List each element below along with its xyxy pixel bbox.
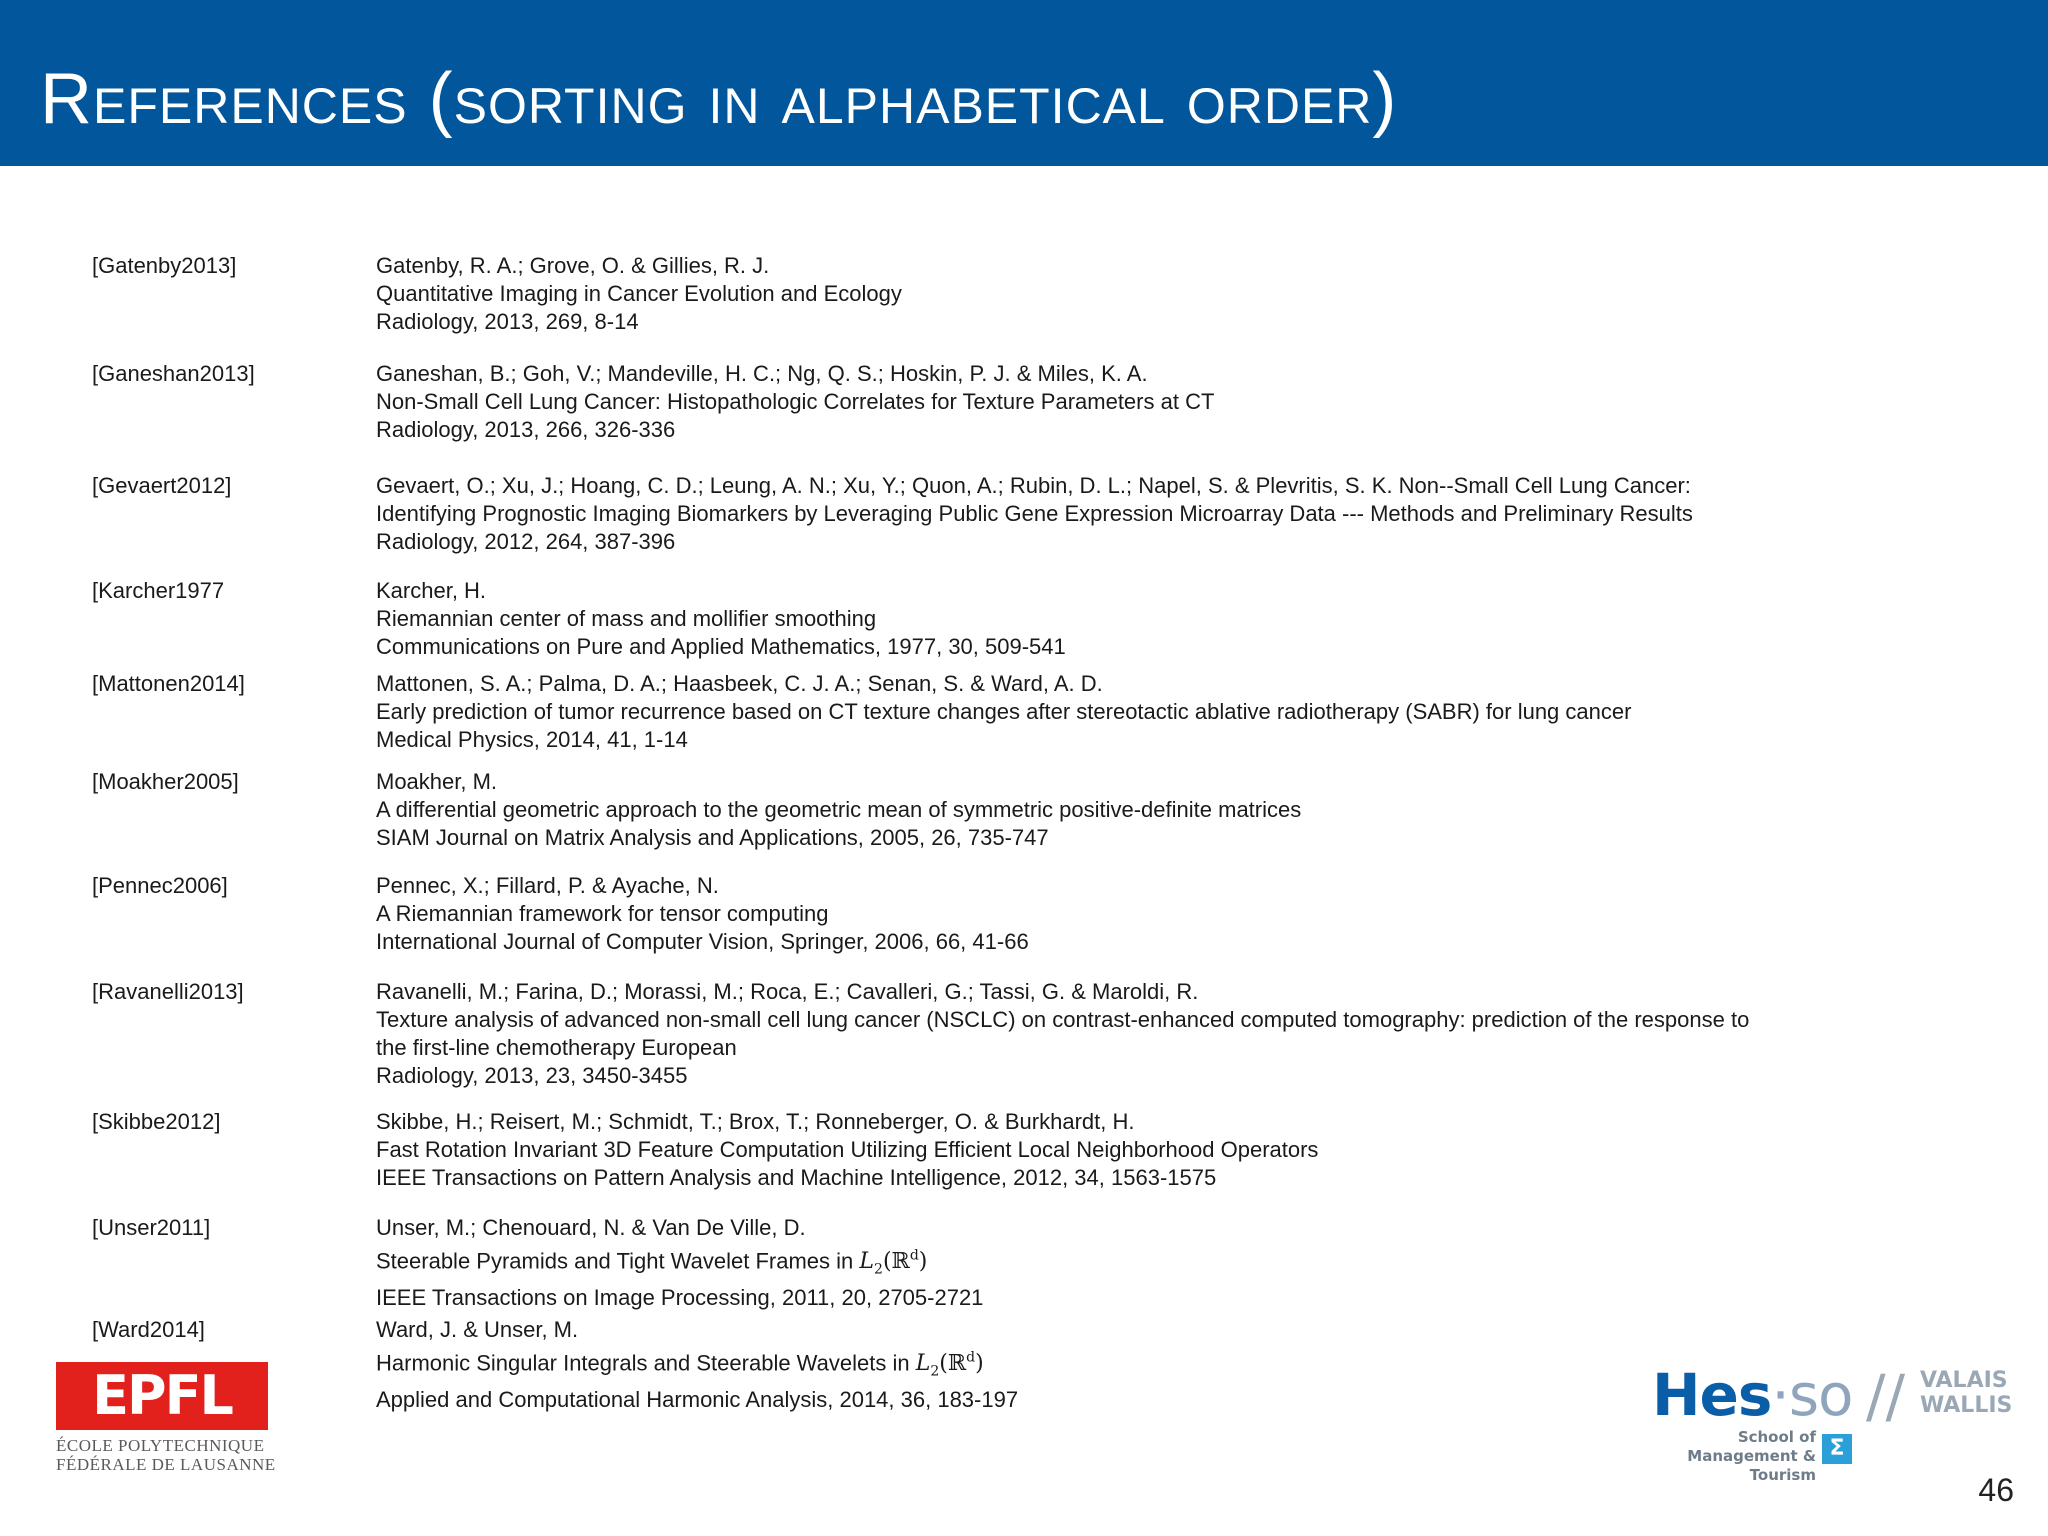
- reference-authors: Ravanelli, M.; Farina, D.; Morassi, M.; Roca, E.; Cavalleri, G.; Tassi, G. & Maroldi, R.: [376, 979, 1199, 1004]
- reference-authors: Gevaert, O.; Xu, J.; Hoang, C. D.; Leung, A. N.; Xu, Y.; Quon, A.; Rubin, D. L.; Napel, S. & Plevritis, S. K. Non--Small Cell Lung Cancer:: [376, 473, 1691, 498]
- reference-key: [Gatenby2013]: [92, 253, 237, 278]
- reference-authors: Pennec, X.; Fillard, P. & Ayache, N.: [376, 873, 719, 898]
- reference-authors: Unser, M.; Chenouard, N. & Van De Ville, D.: [376, 1215, 806, 1240]
- reference-source: Communications on Pure and Applied Mathematics, 1977, 30, 509-541: [376, 634, 1066, 659]
- reference-source: SIAM Journal on Matrix Analysis and Applications, 2005, 26, 735-747: [376, 825, 1049, 850]
- reference-title: Fast Rotation Invariant 3D Feature Computation Utilizing Efficient Local Neighborhood Operators: [376, 1137, 1319, 1162]
- reference-key: [Gevaert2012]: [92, 473, 232, 498]
- reference-source: Radiology, 2013, 23, 3450-3455: [376, 1063, 688, 1088]
- reference-title: Riemannian center of mass and mollifier smoothing: [376, 606, 877, 631]
- reference-key: [Moakher2005]: [92, 769, 239, 794]
- epfl-name-line-1: ÉCOLE POLYTECHNIQUE: [56, 1436, 265, 1455]
- hesso-region: VALAIS WALLIS: [1920, 1368, 2013, 1418]
- reference-key: [Ravanelli2013]: [92, 979, 244, 1004]
- reference-body: [376, 872, 1936, 956]
- reference-title: Texture analysis of advanced non-small cell lung cancer (NSCLC) on contrast-enhanced computed tomography: prediction of the response to: [376, 1007, 1750, 1032]
- hesso-logo: [1620, 1361, 2020, 1484]
- reference-source: Radiology, 2012, 264, 387-396: [376, 529, 676, 554]
- sigma-icon: Σ: [1822, 1434, 1852, 1464]
- reference-authors: Moakher, M.: [376, 769, 498, 794]
- hesso-school-line-1: School of: [1737, 1428, 1816, 1446]
- reference-source: Radiology, 2013, 269, 8-14: [376, 309, 639, 334]
- math-formula: $L_2(ℝ^d)$: [915, 1350, 984, 1380]
- reference-authors: Mattonen, S. A.; Palma, D. A.; Haasbeek, C. J. A.; Senan, S. & Ward, A. D.: [376, 671, 1103, 696]
- reference-key: [Karcher1977: [92, 578, 225, 603]
- hesso-wordmark: Hes·so: [1652, 1361, 1853, 1429]
- reference-body: [376, 360, 1936, 444]
- reference-title: Identifying Prognostic Imaging Biomarkers by Leveraging Public Gene Expression Microarray Data --- Methods and Preliminary Results: [376, 501, 1693, 526]
- reference-key: [Unser2011]: [92, 1215, 211, 1240]
- reference-body: [376, 978, 1936, 1090]
- reference-source: International Journal of Computer Vision, Springer, 2006, 66, 41-66: [376, 929, 1029, 954]
- reference-source: Radiology, 2013, 266, 326-336: [376, 417, 676, 442]
- reference-body: [376, 1214, 1936, 1312]
- hesso-slashes-icon: //: [1866, 1362, 1906, 1430]
- hesso-school-line-2: Management & Tourism: [1687, 1447, 1816, 1484]
- math-formula: $L_2(ℝ^d)$: [859, 1248, 928, 1278]
- hesso-school: [1620, 1428, 1816, 1485]
- reference-title-line: [376, 1242, 1936, 1284]
- reference-title: Harmonic Singular Integrals and Steerable Wavelets in: [376, 1350, 910, 1376]
- reference-body: [376, 577, 1936, 661]
- reference-body: [376, 252, 1936, 336]
- reference-title: Steerable Pyramids and Tight Wavelet Frames in: [376, 1248, 854, 1274]
- reference-authors: Ward, J. & Unser, M.: [376, 1317, 579, 1342]
- reference-authors: Karcher, H.: [376, 578, 487, 603]
- reference-key: [Ward2014]: [92, 1317, 205, 1342]
- page-number: 46: [1978, 1472, 2014, 1508]
- reference-source: Medical Physics, 2014, 41, 1-14: [376, 727, 688, 752]
- reference-key: [Pennec2006]: [92, 873, 228, 898]
- reference-body: [376, 768, 1936, 852]
- reference-body: [376, 670, 1936, 754]
- reference-key: [Mattonen2014]: [92, 671, 245, 696]
- reference-authors: Ganeshan, B.; Goh, V.; Mandeville, H. C.; Ng, Q. S.; Hoskin, P. J. & Miles, K. A.: [376, 361, 1148, 386]
- reference-source: Applied and Computational Harmonic Analysis, 2014, 36, 183-197: [376, 1386, 1019, 1412]
- reference-authors: Gatenby, R. A.; Grove, O. & Gillies, R. J.: [376, 253, 770, 278]
- reference-title: A differential geometric approach to the geometric mean of symmetric positive-definite matrices: [376, 797, 1302, 822]
- title-bar: [0, 0, 2048, 166]
- reference-source: IEEE Transactions on Image Processing, 2011, 20, 2705-2721: [376, 1284, 984, 1310]
- reference-body: [376, 1108, 1936, 1192]
- reference-key: [Skibbe2012]: [92, 1109, 221, 1134]
- reference-title: Quantitative Imaging in Cancer Evolution and Ecology: [376, 281, 902, 306]
- reference-title: Non-Small Cell Lung Cancer: Histopathologic Correlates for Texture Parameters at CT: [376, 389, 1215, 414]
- slide-title: References (sorting in alphabetical order): [40, 59, 1398, 139]
- reference-authors: Skibbe, H.; Reisert, M.; Schmidt, T.; Brox, T.; Ronneberger, O. & Burkhardt, H.: [376, 1109, 1135, 1134]
- reference-source: IEEE Transactions on Pattern Analysis and Machine Intelligence, 2012, 34, 1563-1575: [376, 1165, 1217, 1190]
- reference-body: [376, 472, 1936, 556]
- reference-title: A Riemannian framework for tensor computing: [376, 901, 829, 926]
- reference-title-continued: the first-line chemotherapy European: [376, 1035, 737, 1060]
- reference-title: Early prediction of tumor recurrence based on CT texture changes after stereotactic ablative radiotherapy (SABR) for lung cancer: [376, 699, 1632, 724]
- epfl-logo: [56, 1362, 276, 1474]
- epfl-name-line-2: FÉDÉRALE DE LAUSANNE: [56, 1455, 276, 1474]
- reference-key: [Ganeshan2013]: [92, 361, 255, 386]
- epfl-mark: EPFL: [56, 1362, 268, 1430]
